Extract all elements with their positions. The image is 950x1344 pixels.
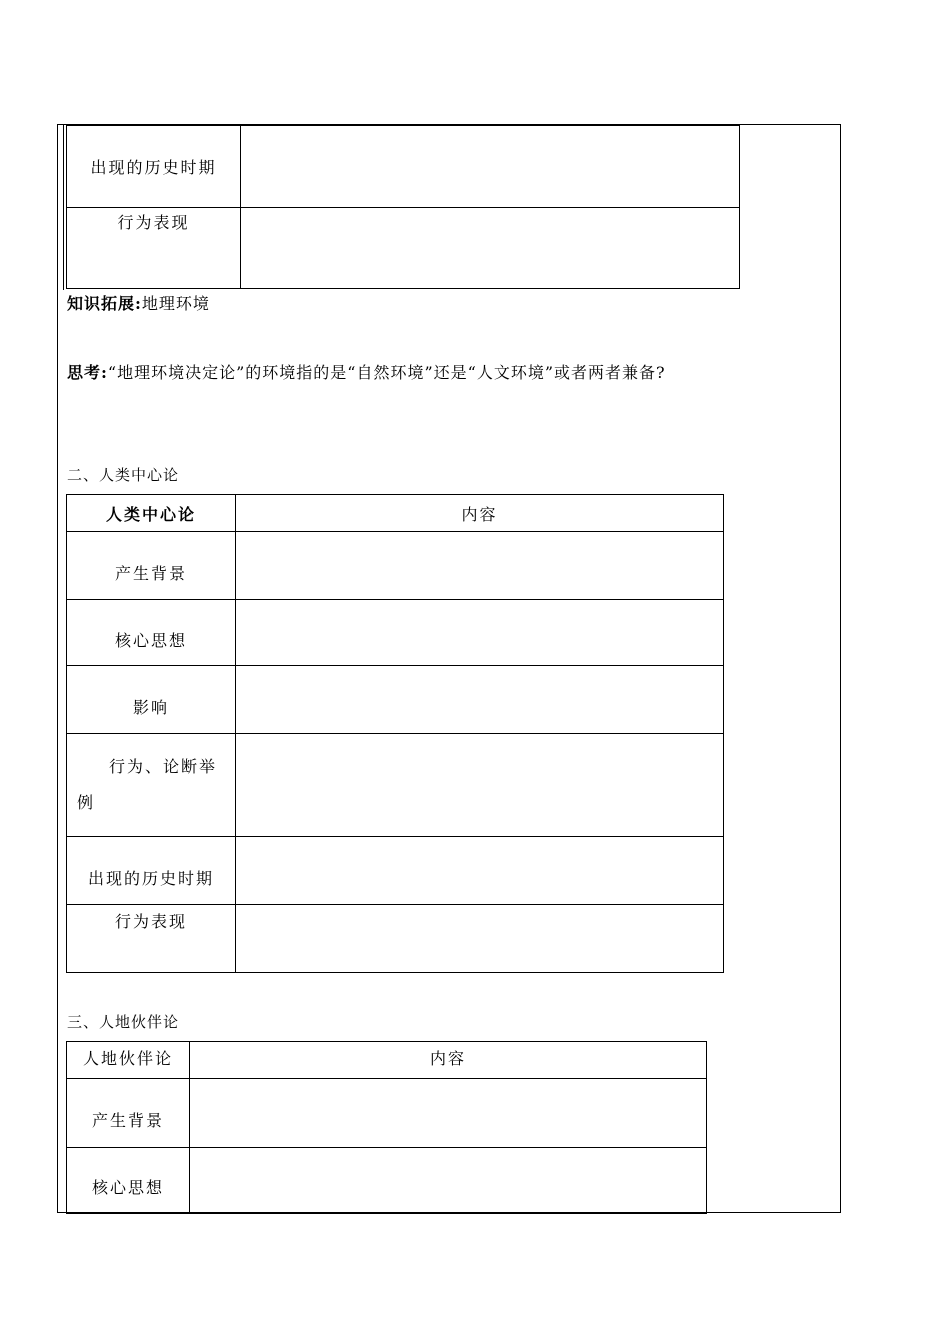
- table-geo-determinism-continued: [66, 125, 740, 289]
- row-label: 核心思想: [67, 600, 236, 666]
- table-header-row: [67, 495, 724, 532]
- row-label-line-2: 例: [77, 793, 96, 812]
- knowledge-text: 地理环境: [141, 294, 210, 313]
- table-row: [67, 600, 724, 666]
- content-cell[interactable]: [236, 905, 724, 973]
- table-row: [67, 666, 724, 734]
- content-cell[interactable]: [236, 666, 724, 734]
- row-label: 出现的历史时期: [67, 126, 241, 208]
- row-label: 核心思想: [67, 1148, 190, 1214]
- table-row: [67, 208, 740, 289]
- table-row: [67, 734, 724, 837]
- row-label-line-1: 行为、论断举: [109, 757, 218, 776]
- header-col-2: 内容: [190, 1042, 707, 1079]
- content-cell[interactable]: [190, 1079, 707, 1148]
- table-row: [67, 1079, 707, 1148]
- table-row: [67, 532, 724, 600]
- knowledge-prefix: 知识拓展:: [67, 294, 142, 313]
- think-question: [67, 360, 666, 383]
- row-label: 产生背景: [67, 1079, 190, 1148]
- frame-divider: [63, 124, 64, 290]
- row-label: 影响: [67, 666, 236, 734]
- header-col-1: 人类中心论: [67, 495, 236, 532]
- row-label: 行为表现: [67, 208, 241, 289]
- row-label: 产生背景: [67, 532, 236, 600]
- table-row: [67, 1148, 707, 1214]
- knowledge-extension: [67, 291, 210, 314]
- section-heading-partnership: 三、人地伙伴论: [67, 1013, 180, 1031]
- content-cell[interactable]: [236, 532, 724, 600]
- think-prefix: 思考:: [67, 363, 108, 382]
- content-cell[interactable]: [236, 600, 724, 666]
- content-cell[interactable]: [241, 126, 740, 208]
- content-cell[interactable]: [241, 208, 740, 289]
- content-cell[interactable]: [190, 1148, 707, 1214]
- row-label: 出现的历史时期: [67, 837, 236, 905]
- section-heading-anthropocentrism: 二、人类中心论: [67, 466, 180, 484]
- table-row: [67, 126, 740, 208]
- table-row: [67, 905, 724, 973]
- header-col-1: 人地伙伴论: [67, 1042, 190, 1079]
- row-label: 行为表现: [67, 905, 236, 973]
- row-label: [67, 734, 236, 837]
- header-col-2: 内容: [236, 495, 724, 532]
- think-text: “地理环境决定论”的环境指的是“自然环境”还是“人文环境”或者两者兼备?: [107, 363, 666, 382]
- content-cell[interactable]: [236, 837, 724, 905]
- table-partnership: [66, 1041, 707, 1214]
- table-anthropocentrism: [66, 494, 724, 973]
- table-row: [67, 837, 724, 905]
- table-header-row: [67, 1042, 707, 1079]
- content-cell[interactable]: [236, 734, 724, 837]
